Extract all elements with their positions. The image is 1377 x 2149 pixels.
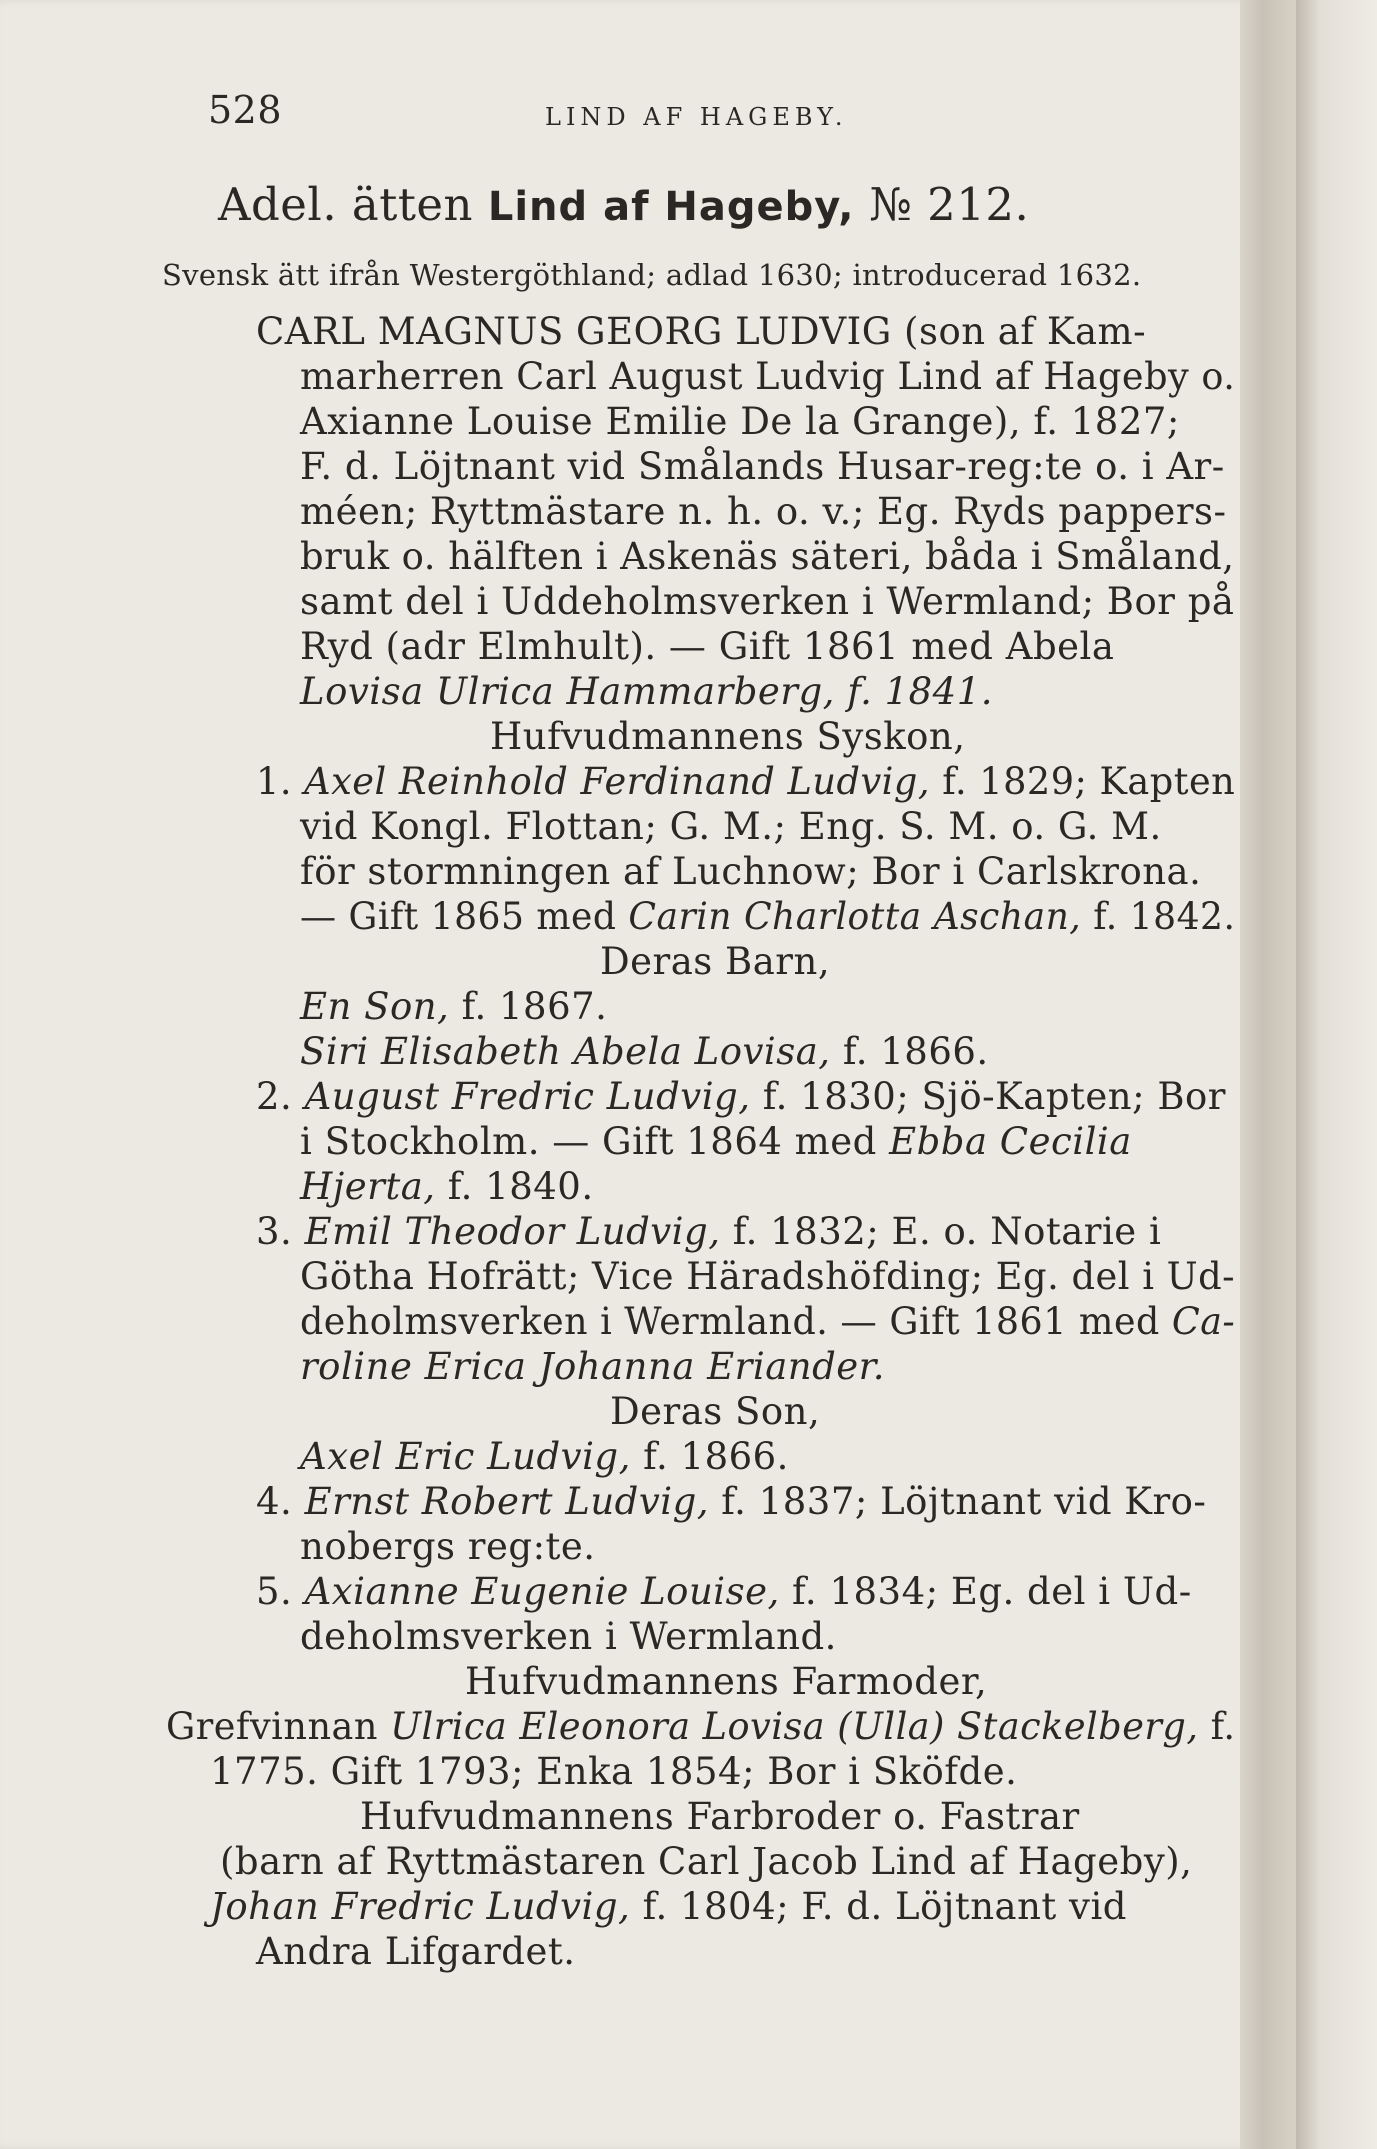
sibling-1-line-4: — Gift 1865 med Carin Charlotta Aschan, f. 1842. <box>300 895 1236 938</box>
section-uncles: Hufvudmannens Farbroder o. Fastrar <box>360 1795 1080 1838</box>
head-line-4: F. d. Löjtnant vid Smålands Husar-reg:te o. i Ar- <box>300 445 1225 488</box>
head-line-6: bruk o. hälften i Askenäs säteri, båda i Småland, <box>300 535 1235 578</box>
grandmother-line-1: Grefvinnan Ulrica Eleonora Lovisa (Ulla) Stackelberg, f. <box>166 1705 1236 1748</box>
page-number: 528 <box>208 88 283 132</box>
sibling-4-line-2: nobergs reg:te. <box>300 1525 596 1568</box>
subtitle: Svensk ätt ifrån Westergöthland; adlad 1630; introducerad 1632. <box>162 258 1142 292</box>
child-1: En Son, f. 1867. <box>300 985 608 1028</box>
sibling-3-line-3: deholmsverken i Wermland. — Gift 1861 med Ca- <box>300 1300 1236 1343</box>
sibling-3-line-2: Götha Hofrätt; Vice Häradshöfding; Eg. del i Ud- <box>300 1255 1236 1298</box>
sibling-2-line-1: 2. August Fredric Ludvig, f. 1830; Sjö-Kapten; Bor <box>256 1075 1226 1118</box>
title <box>218 178 1029 231</box>
head-line-3: Axianne Louise Emilie De la Grange), f. 1827; <box>300 400 1180 443</box>
page-gutter <box>1240 0 1296 2149</box>
head-line-1: CARL MAGNUS GEORG LUDVIG (son af Kam- <box>256 310 1147 353</box>
grandmother-line-2: 1775. Gift 1793; Enka 1854; Bor i Sköfde. <box>210 1750 1018 1793</box>
sibling-5-line-2: deholmsverken i Wermland. <box>300 1615 837 1658</box>
uncles-line-3: Andra Lifgardet. <box>256 1930 576 1973</box>
sibling-2-line-3: Hjerta, f. 1840. <box>300 1165 594 1208</box>
running-title: LIND AF HAGEBY. <box>545 103 848 131</box>
son-line: Axel Eric Ludvig, f. 1866. <box>300 1435 789 1478</box>
section-children: Deras Barn, <box>600 940 831 983</box>
page-stack-edge <box>1296 0 1377 2149</box>
section-siblings: Hufvudmannens Syskon, <box>490 715 966 758</box>
title-prefix: Adel. ätten <box>218 178 474 231</box>
head-line-8: Ryd (adr Elmhult). — Gift 1861 med Abela <box>300 625 1115 668</box>
sibling-3-line-1: 3. Emil Theodor Ludvig, f. 1832; E. o. Notarie i <box>256 1210 1162 1253</box>
sibling-3-line-4: roline Erica Johanna Eriander. <box>300 1345 886 1388</box>
uncles-line-1: (barn af Ryttmästaren Carl Jacob Lind af Hageby), <box>220 1840 1193 1883</box>
child-2: Siri Elisabeth Abela Lovisa, f. 1866. <box>300 1030 989 1073</box>
sibling-1-line-1: 1. Axel Reinhold Ferdinand Ludvig, f. 1829; Kapten <box>256 760 1236 803</box>
sibling-5-line-1: 5. Axianne Eugenie Louise, f. 1834; Eg. del i Ud- <box>256 1570 1192 1613</box>
sibling-2-line-2: i Stockholm. — Gift 1864 med Ebba Cecilia <box>300 1120 1132 1163</box>
section-grandmother: Hufvudmannens Farmoder, <box>465 1660 988 1703</box>
head-line-9: Lovisa Ulrica Hammarberg, f. 1841. <box>300 670 994 713</box>
title-family: Lind af Hageby, <box>487 184 855 230</box>
uncles-line-2: Johan Fredric Ludvig, f. 1804; F. d. Löjtnant vid <box>210 1885 1127 1928</box>
title-number: № 212. <box>869 178 1030 231</box>
sibling-1-line-3: för stormningen af Luchnow; Bor i Carlskrona. <box>300 850 1202 893</box>
head-line-7: samt del i Uddeholmsverken i Wermland; Bor på <box>300 580 1235 623</box>
sibling-4-line-1: 4. Ernst Robert Ludvig, f. 1837; Löjtnant vid Kro- <box>256 1480 1207 1523</box>
section-son: Deras Son, <box>610 1390 821 1433</box>
head-line-5: méen; Ryttmästare n. h. o. v.; Eg. Ryds pappers- <box>300 490 1227 533</box>
head-line-2: marherren Carl August Ludvig Lind af Hageby o. <box>300 355 1236 398</box>
sibling-1-line-2: vid Kongl. Flottan; G. M.; Eng. S. M. o. G. M. <box>300 805 1162 848</box>
